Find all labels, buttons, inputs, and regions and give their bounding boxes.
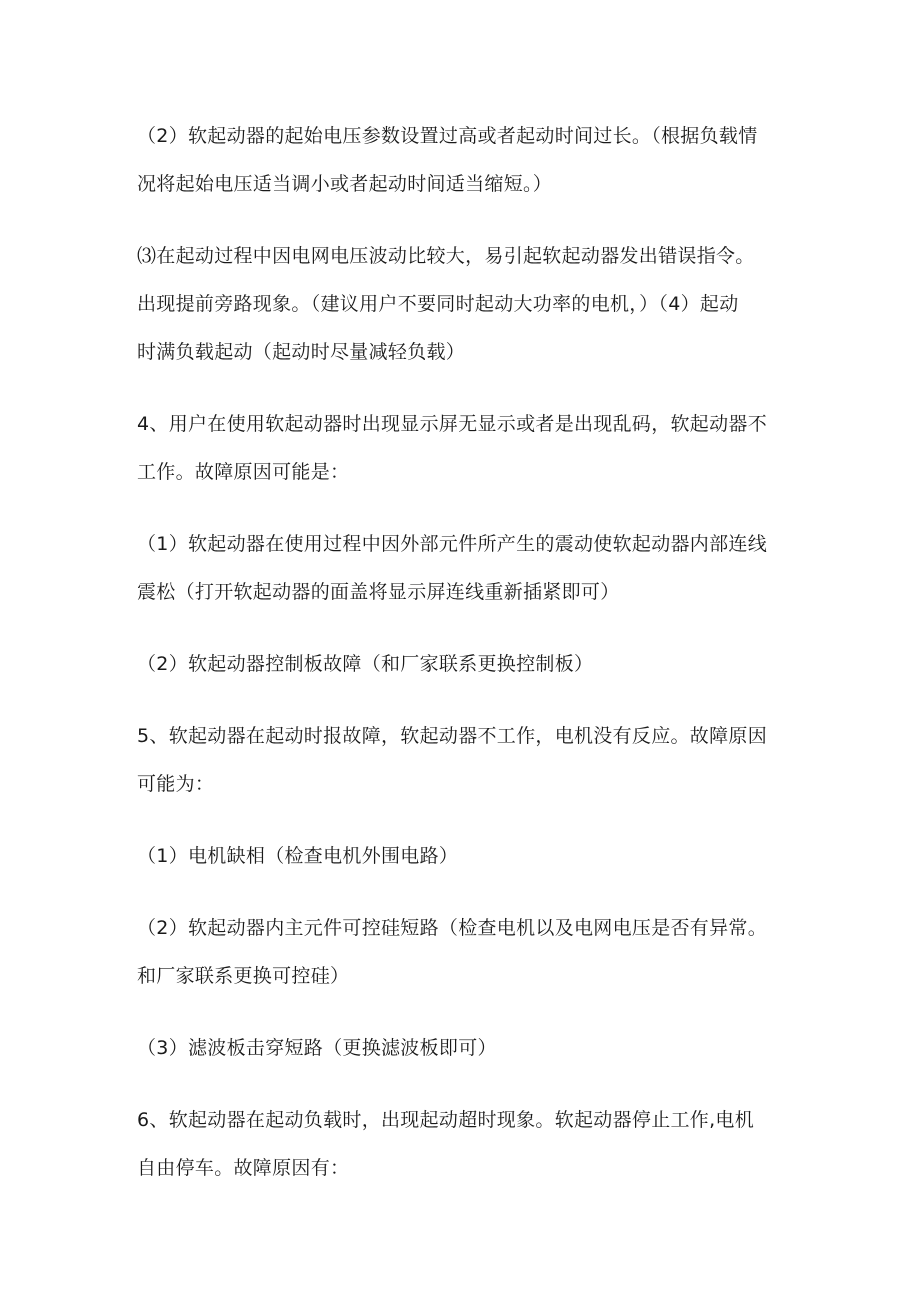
paragraph-fault-6-heading bbox=[137, 1096, 797, 1192]
text-line: （2）软起动器控制板故障（和厂家联系更换控制板） bbox=[137, 653, 594, 675]
text-line: 可能为： bbox=[137, 773, 215, 795]
text-line: （1）电机缺相（检查电机外围电路） bbox=[137, 845, 459, 867]
paragraph-fault-4-cause-2 bbox=[137, 640, 797, 688]
text-line: 工作。故障原因可能是： bbox=[137, 461, 350, 483]
paragraph-fault-5-cause-3 bbox=[137, 1024, 797, 1072]
paragraph-fault-5-cause-2 bbox=[137, 904, 797, 1000]
paragraph-grid-voltage-fluctuation bbox=[137, 232, 797, 376]
text-line: 5、软起动器在起动时报故障，软起动器不工作，电机没有反应。故障原因 bbox=[137, 725, 767, 747]
text-line: 况将起始电压适当调小或者起动时间适当缩短。） bbox=[137, 173, 553, 195]
text-line: 出现提前旁路现象。（建议用户不要同时起动大功率的电机，）（4）起动 bbox=[137, 293, 739, 315]
paragraph-fault-5-cause-1 bbox=[137, 832, 797, 880]
text-line: （2）软起动器内主元件可控硅短路（检查电机以及电网电压是否有异常。 bbox=[137, 917, 767, 939]
text-line: 和厂家联系更换可控硅） bbox=[137, 965, 350, 987]
text-line: 时满负载起动（起动时尽量减轻负载） bbox=[137, 341, 466, 363]
text-line: 4、用户在使用软起动器时出现显示屏无显示或者是出现乱码，软起动器不 bbox=[137, 413, 767, 435]
document-body bbox=[137, 112, 797, 1216]
paragraph-fault-4-heading bbox=[137, 400, 797, 496]
paragraph-fault-4-cause-1 bbox=[137, 520, 797, 616]
text-line: 自由停车。故障原因有： bbox=[137, 1157, 350, 1179]
text-line: ⑶在起动过程中因电网电压波动比较大，易引起软起动器发出错误指令。 bbox=[137, 245, 755, 267]
text-line: 6、软起动器在起动负载时，出现起动超时现象。软起动器停止工作,电机 bbox=[137, 1109, 755, 1131]
paragraph-soft-starter-voltage-setting bbox=[137, 112, 797, 208]
text-line: （3）滤波板击穿短路（更换滤波板即可） bbox=[137, 1037, 497, 1059]
text-line: 震松（打开软起动器的面盖将显示屏连线重新插紧即可） bbox=[137, 581, 620, 603]
paragraph-fault-5-heading bbox=[137, 712, 797, 808]
text-line: （2）软起动器的起始电压参数设置过高或者起动时间过长。（根据负载情 bbox=[137, 125, 758, 147]
text-line: （1）软起动器在使用过程中因外部元件所产生的震动使软起动器内部连线 bbox=[137, 533, 767, 555]
